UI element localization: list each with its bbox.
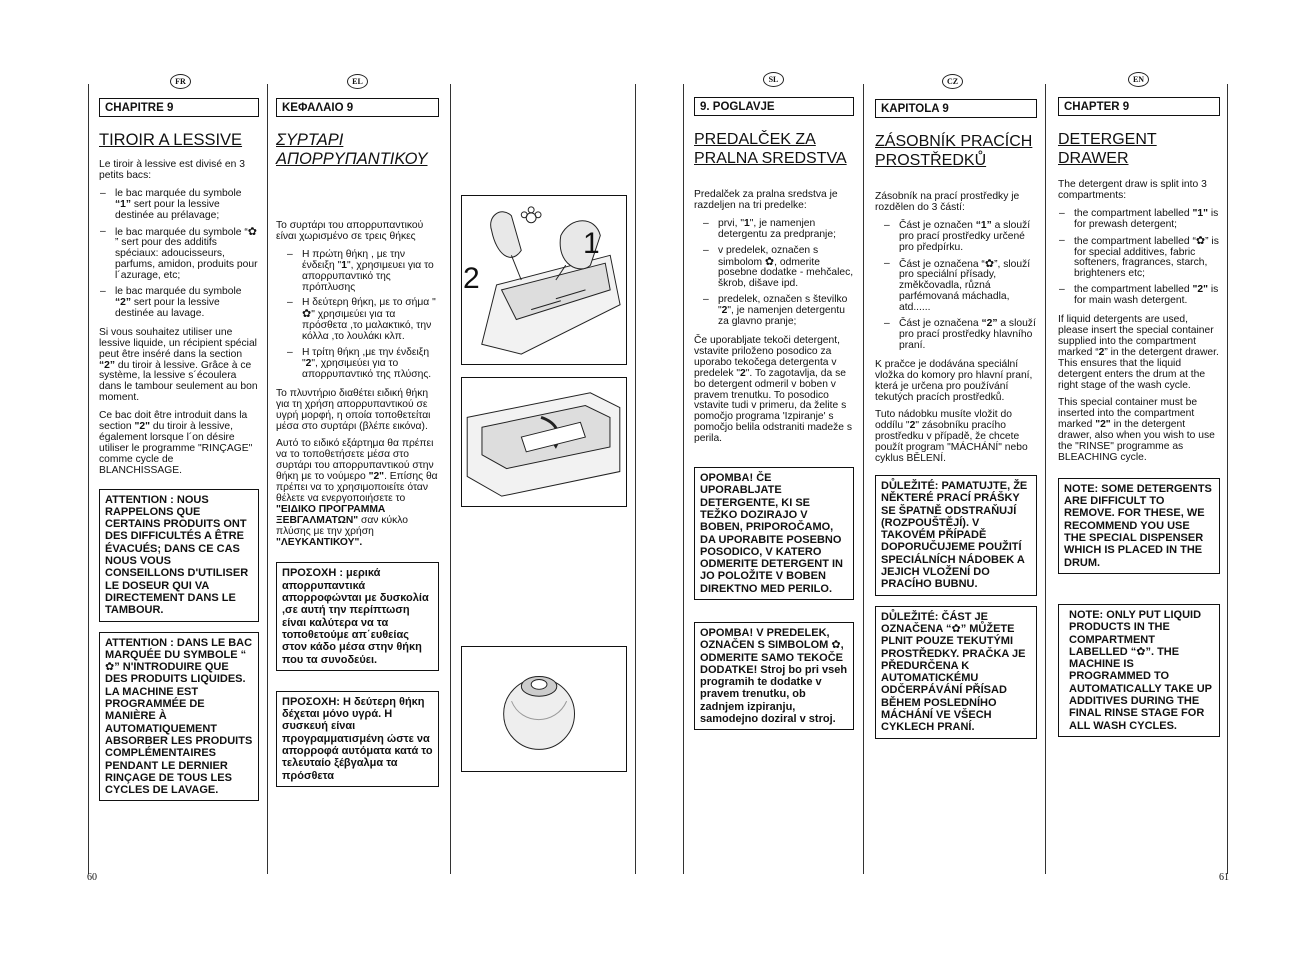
liquid-container-illustration: [462, 378, 626, 506]
language-badge-sl: SL: [763, 72, 784, 87]
paragraph: Si vous souhaitez utiliser une lessive liquide, un récipient spécial peut être inséré dans la section “2” du tiroir à lessive. Grâce à ce système, la lessive s´écoulera dans le tambour seulement au bon moment.: [99, 326, 258, 404]
language-badge-el: EL: [347, 74, 368, 89]
flower-icon: ✿: [984, 257, 995, 270]
paragraph: Το πλυντήριο διαθέτει ειδική θήκη για τη χρήση απορρυπαντικού σε υγρή μορφή, η οποία τοποθετείται μέσα στο συρτάρι (βλέπε εικόνα).: [276, 387, 431, 432]
warning-box: ATTENTION : DANS LE BAC MARQUÉE DU SYMBOLE “✿” N'INTRODUIRE QUE DES PRODUITS LIQUIDES. LA MACHINE EST PROGRAMMÉE DE MANIÈRE À AUTOMATIQUEMENT ABSORBER LES PRODUITS COMPLÉMENTAIRES PENDANT LE DERNIER RINÇAGE DE TOUS LES CYCLES DE LAVAGE.: [99, 632, 259, 802]
warning-box: DŮLEŽITÉ: ČÁST JE OZNAČENA “✿” MŮŽETE PLNIT POUZE TEKUTÝMI PROSTŘEDKY. PRAČKA JE PŘEDURČENA K AUTOMATICKÉMU ODČERPÁVÁNÍ PŘÍSAD BĚHEM POSLEDNÍHO MÁCHÁNÍ VE VŠECH CYKLECH PRANÍ.: [875, 606, 1037, 739]
section-title: ΣΥΡΤΑΡΙ ΑΠΟΡΡΥΠΑΝΤΙΚΟΥ: [276, 131, 428, 168]
figure-label-2: 2: [463, 262, 480, 295]
paragraph: Αυτό το ειδικό εξάρτημα θα πρέπει να το τοποθετήσετε μέσα στο συρτάρι του απορρυπαντικού στην θήκη με το νούμερο "2". Επίσης θα πρέπει να το χρησιμοποιείτε όταν θέλετε να ενεργοποιήσετε το "ΕΙΔΙΚΟ ΠΡΟΓΡΑΜΜΑ ΞΕΒΓΑΛΜΑΤΩΝ" σαν κύκλο πλύσης με την χρήση "ΛΕΥΚΑΝΤΙΚΟΥ".: [276, 438, 438, 548]
list-item: – le bac marquée du symbole “✿” sert pour des additifs spéciaux: adoucisseurs, parfums, amidon, produits pour l´azurage, etc;: [99, 227, 259, 283]
paragraph: Tuto nádobku musíte vložit do oddílu "2" zásobníku pracího prostředku v případě, že chcete použít program "MÁCHÁNÍ" nebo cyklus BĚLENÍ.: [875, 409, 1028, 465]
chapter-heading: 9. POGLAVJE: [694, 97, 854, 116]
page-number-left: 60: [87, 872, 97, 883]
paragraph: If liquid detergents are used, please insert the special container supplied into the compartment marked “2” in the detergent drawer. This ensures that the liquid detergent enters the drum at the right stage of the wash cycle.: [1058, 314, 1219, 391]
column-sl: [694, 97, 854, 730]
flower-icon: ✿: [1195, 234, 1206, 247]
section-title: ZÁSOBNÍK PRACÍCH PROSTŘEDKŮ: [875, 133, 1033, 169]
list-item: – Část je označen “1” a slouží pro prací prostředky určené pro předpírku.: [883, 221, 1037, 254]
chapter-heading: CHAPITRE 9: [99, 98, 259, 117]
column-cz: [875, 99, 1037, 739]
compartment-list: [875, 221, 1037, 352]
warning-box: ΠΡΟΣΟΧΗ : μερικά απορρυπαντικά απορροφώνται με δυσκολία ,σε αυτή την περίπτωση είναι καλύτερα να τα τοποθετούμε απ΄ευθείας στον κάδο μέσα στην θήκη που τα συνοδεύει.: [276, 562, 439, 670]
warning-box: NOTE: ONLY PUT LIQUID PRODUCTS IN THE COMPARTMENT LABELLED “✿”. THE MACHINE IS PROGRAMMED TO AUTOMATICALLY TAKE UP ADDITIVES DURING THE FINAL RINSE STAGE FOR ALL WASH CYCLES.: [1058, 604, 1220, 737]
list-item: – le bac marquée du symbole “1” sert pour la lessive destinée au prélavage;: [99, 189, 259, 222]
column-rule: [267, 84, 268, 874]
list-item: – prvi, "1", je namenjen detergentu za predpranje;: [702, 219, 854, 241]
language-badge-en: EN: [1128, 72, 1149, 87]
paragraph: Če uporabljate tekoči detergent, vstavite priloženo posodico za uporabo tekočega detergenta v predelek "2". To zagotavlja, da se bo detergent odmeril v boben v pravem trenutku. To posodico vstavite tudi v primeru, da želite s pomočjo programa 'Izpiranje' s pomočjo belila odstraniti madeže s perila.: [694, 334, 852, 445]
intro-text: Predalček za pralna sredstva je razdeljen na tri predelke:: [694, 189, 838, 211]
language-badge-fr: FR: [170, 74, 191, 89]
flower-icon: ✿: [951, 622, 961, 635]
warning-box: OPOMBA! ČE UPORABLJATE DETERGENTE, KI SE TEŽKO DOZIRAJO V BOBEN, PRIPOROČAMO, DA UPORABITE POSEBNO POSODICO, V KATERO ODMERITE DETERGENT IN JO POLOŽITE V BOBEN DIREKTNO MED PERILO.: [694, 467, 854, 600]
drawer-filling-illustration: [462, 196, 626, 364]
flower-icon: ✿: [302, 308, 312, 321]
figure-liquid-container: [461, 377, 627, 507]
dispenser-ball-illustration: [462, 647, 626, 771]
figure-label-1: 1: [583, 227, 600, 260]
chapter-heading: ΚΕΦΑΛΑΙΟ 9: [276, 98, 439, 117]
column-rule: [1045, 84, 1046, 874]
column-rule: [683, 84, 684, 874]
section-title: PREDALČEK ZA PRALNA SREDSTVA: [694, 131, 847, 167]
compartment-list: [694, 219, 854, 328]
warning-box: NOTE: SOME DETERGENTS ARE DIFFICULT TO REMOVE. FOR THESE, WE RECOMMEND YOU USE THE SPECIAL DISPENSER WHICH IS PLACED IN THE DRUM.: [1058, 478, 1220, 574]
list-item: – predelek, označen s številko "2", je namenjen detergentu za glavno pranje;: [702, 295, 854, 328]
flower-icon: ✿: [105, 661, 115, 674]
warning-box: DŮLEŽITÉ: PAMATUJTE, ŽE NĚKTERÉ PRACÍ PRÁŠKY SE ŠPATNĚ ODSTRAŇUJÍ (ROZPOUŠTĚJÍ). V TAKOVÉM PŘÍPADĚ DOPORUČUJEME POUŽITÍ SPECIÁLNÍCH NÁDOBEK A JEJICH VLOŽENÍ DO PRACÍHO BUBNU.: [875, 475, 1037, 596]
paragraph: K pračce je dodávána speciální vložka do komory pro hlavní praní, která je určena pro používání tekutých pracích prostředků.: [875, 358, 1033, 403]
list-item: – Η πρώτη θήκη , με την ένδειξη "1", χρησιμευει για το απορρυπαντικό της πρόπλυσης: [286, 250, 439, 294]
paragraph: This special container must be inserted into the compartment marked "2" in the detergent drawer, also when you wish to use the "RINSE" programme as BLEACHING cycle.: [1058, 397, 1215, 463]
chapter-heading: KAPITOLA 9: [875, 99, 1037, 118]
column-rule: [1227, 84, 1228, 874]
list-item: – the compartment labelled "2" is for main wash detergent.: [1058, 285, 1220, 307]
paragraph: Ce bac doit être introduit dans la section "2" du tiroir à lessive, également lorsque l´on désire utiliser le programme "RINÇAGE" comme cycle de BLANCHISSAGE.: [99, 410, 253, 476]
section-title: TIROIR A LESSIVE: [99, 131, 243, 149]
compartment-list: [276, 250, 439, 381]
list-item: – Část je označena “2” a slouží pro prací prostředky hlavního praní.: [883, 319, 1037, 352]
language-badge-cz: CZ: [942, 74, 963, 89]
flower-icon: ✿: [1136, 645, 1146, 658]
list-item: – v predelek, označen s simbolom ✿, odmerite posebne dodatke - mehčalec, škrob, dišave ipd.: [702, 246, 854, 291]
column-fr: [99, 98, 259, 801]
page-number-right: 61: [1219, 872, 1229, 883]
column-rule: [635, 84, 636, 874]
column-rule: [863, 84, 864, 874]
intro-text: The detergent draw is split into 3 compartments:: [1058, 179, 1207, 201]
list-item: – the compartment labelled “✿” is for special additives, fabric softeners, fragrances, starch, brighteners etc;: [1058, 236, 1220, 281]
list-item: – le bac marquée du symbole “2” sert pour la lessive destinée au lavage.: [99, 287, 259, 320]
column-rule: [88, 84, 89, 874]
flower-icon: ✿: [831, 639, 841, 652]
intro-text: Το συρτάρι του απορρυπαντικού είναι χωρισμένο σε τρεις θήκες: [276, 220, 424, 242]
figure-dispenser-ball: [461, 646, 627, 772]
list-item: – the compartment labelled "1" is for prewash detergent;: [1058, 209, 1220, 231]
warning-box: ΠΡΟΣΟΧΗ: Η δεύτερη θήκη δέχεται μόνο υγρά. Η συσκευή είναι προγραμματισμένη ώστε να απορροφά αυτόματα κατά το τελευταίο ξέβγαλμα τα πρόσθετα: [276, 691, 439, 787]
column-el: [276, 98, 439, 787]
compartment-list: [99, 189, 259, 320]
column-en: [1058, 97, 1220, 737]
figure-drawer-filling: [461, 195, 627, 365]
flower-icon: ✿: [764, 255, 775, 268]
chapter-heading: CHAPTER 9: [1058, 97, 1220, 116]
column-rule: [450, 84, 451, 874]
warning-box: ATTENTION : NOUS RAPPELONS QUE CERTAINS PRODUITS ONT DES DIFFICULTÉS A ÊTRE ÉVACUÉS; DANS CE CAS NOUS VOUS CONSEILLONS D'UTILISER LE DOSEUR QUI VA DIRECTEMENT DANS LE TAMBOUR.: [99, 489, 259, 622]
warning-box: OPOMBA! V PREDELEK, OZNAČEN S SIMBOLOM ✿, ODMERITE SAMO TEKOČE DODATKE! Stroj bo pri vseh programih te dodatke v pravem trenutku, ob zadnjem izpiranju, samodejno doziral v stroj.: [694, 622, 854, 730]
list-item: – Část je označena “✿”, slouží pro speciální přísady, změkčovadla, různá parfémovaná máchadla, atd......: [883, 259, 1037, 315]
list-item: – Η τρίτη θήκη ,με την ένδειξη "2", χρησιμεύει για το απορρυπαντικό της πλύσης.: [286, 348, 439, 381]
flower-icon: ✿: [247, 225, 258, 238]
intro-text: Le tiroir à lessive est divisé en 3 petits bacs:: [99, 159, 245, 181]
intro-text: Zásobník na prací prostředky je rozdělen do 3 částí:: [875, 191, 1020, 213]
list-item: – Η δεύτερη θήκη, με το σήμα "✿" χρησιμεύει για τα πρόσθετα ,το μαλακτικό, την κόλλα ,το λουλάκι κλπ.: [286, 298, 439, 343]
section-title: DETERGENT DRAWER: [1058, 131, 1157, 167]
compartment-list: [1058, 209, 1220, 307]
